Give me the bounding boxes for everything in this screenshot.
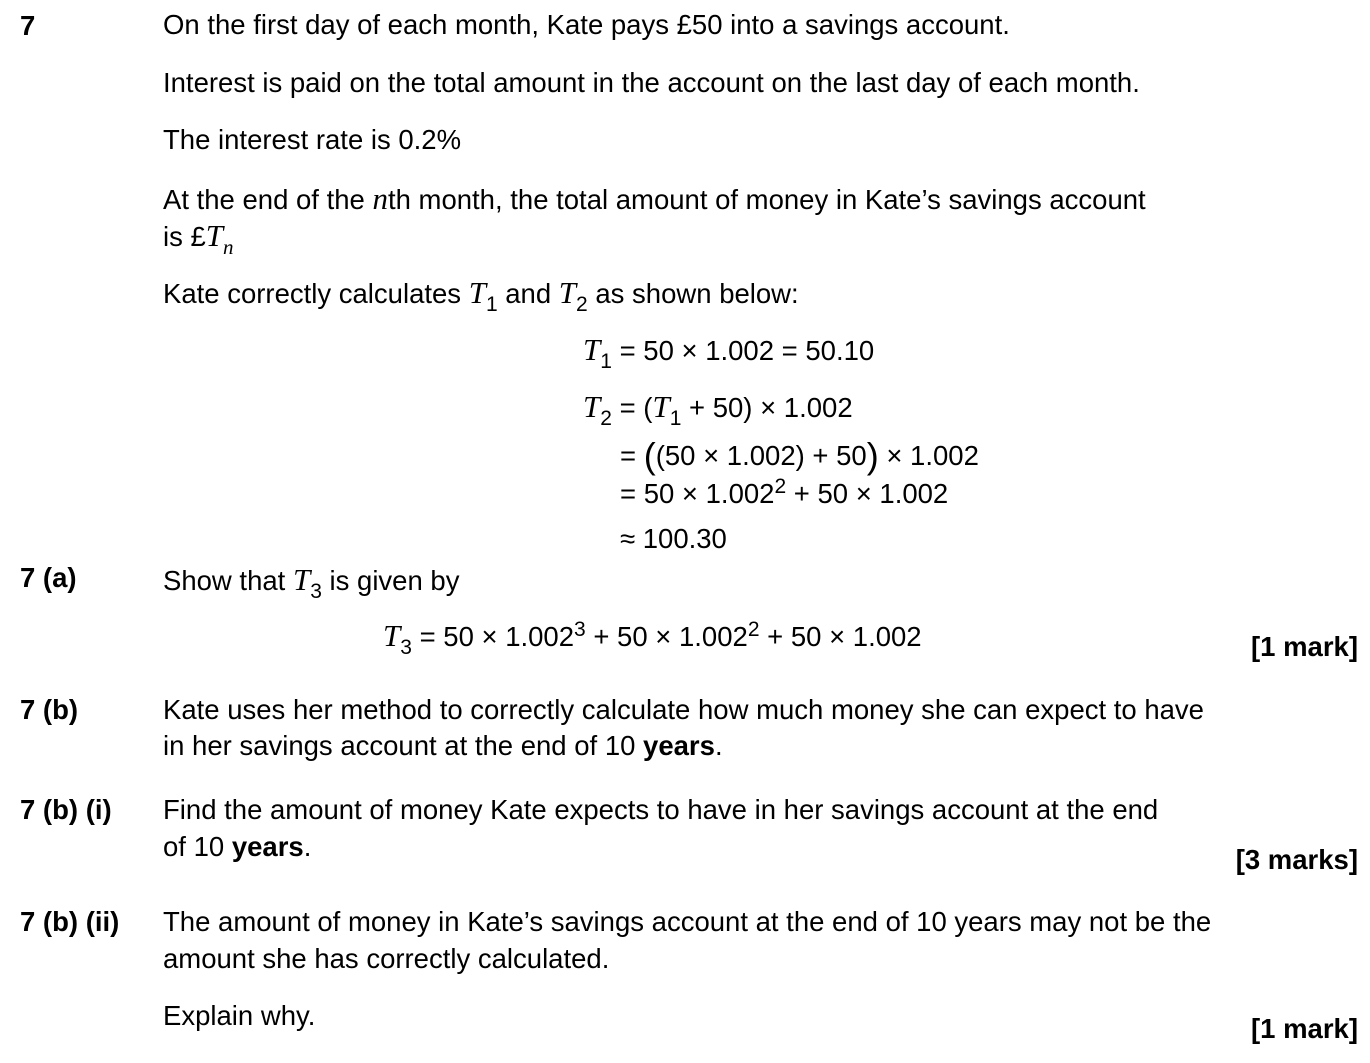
part-a-sub-3: 3 xyxy=(310,580,322,603)
working-T2: T xyxy=(583,389,601,424)
question-number: 7 xyxy=(20,10,36,41)
formula-sup-3: 3 xyxy=(574,618,586,641)
part-b-ii-label: 7 (b) (ii) xyxy=(20,906,120,937)
working-sub-1-inner: 1 xyxy=(669,407,682,430)
subscript-n: n xyxy=(223,235,234,259)
part-b-i-line-2 xyxy=(163,833,311,861)
stem-line-5-a: is £ xyxy=(163,221,206,252)
part-b-ii-line-1: The amount of money in Kate’s savings account at the end of 10 years may not be the xyxy=(163,906,1212,937)
part-b-ii-marks: [1 mark] xyxy=(1251,1013,1358,1044)
stem-line-6 xyxy=(163,275,799,316)
stem-line-4-b: th month, the total amount of money in Kate’s savings account xyxy=(387,184,1146,215)
subscript-2: 2 xyxy=(576,293,588,316)
working-T1-inner: T xyxy=(652,389,670,424)
part-a-text-b: is given by xyxy=(321,565,460,596)
part-b-line-2 xyxy=(163,732,723,760)
part-a-formula xyxy=(383,618,922,659)
formula-a: = 50 × 1.002 xyxy=(411,621,575,652)
formula-T: T xyxy=(383,618,401,653)
working-eq-3-b: (50 × 1.002) + 50 xyxy=(655,440,867,471)
stem-line-3: The interest rate is 0.2% xyxy=(163,124,462,155)
working-eq-3-a: = xyxy=(620,440,644,471)
working-eq-4 xyxy=(620,475,949,509)
part-a-label: 7 (a) xyxy=(20,562,77,593)
part-b-label: 7 (b) xyxy=(20,694,79,725)
part-a-T3: T xyxy=(292,562,311,597)
formula-sup-2: 2 xyxy=(747,618,760,641)
working-eq-4-a: = 50 × 1.002 xyxy=(620,478,775,509)
part-b-i-marks: [3 marks] xyxy=(1235,844,1358,875)
working-eq-4-b: + 50 × 1.002 xyxy=(786,478,949,509)
part-a-marks: [1 mark] xyxy=(1251,631,1358,662)
part-b-i-years: years xyxy=(231,831,304,862)
part-b-i-line-2-a: of 10 xyxy=(163,831,232,862)
stem-line-4 xyxy=(163,183,1146,214)
stem-line-4-a: At the end of the xyxy=(163,184,373,215)
working-eq-3-c: × 1.002 xyxy=(878,440,979,471)
part-b-i-line-1: Find the amount of money Kate expects to have in her savings account at the end xyxy=(163,794,1159,825)
variable-T2: T xyxy=(558,275,577,310)
paren-open: ( xyxy=(643,435,656,476)
working-eq-1-text: = 50 × 1.002 = 50.10 xyxy=(611,335,875,366)
stem-line-5 xyxy=(163,218,234,259)
working-eq-3 xyxy=(620,435,979,476)
stem-line-6-b: as shown below: xyxy=(587,278,799,309)
working-sub-2: 2 xyxy=(600,407,612,430)
stem-line-1: On the first day of each month, Kate pays £50 into a savings account. xyxy=(163,9,1010,40)
part-b-line-2-a: in her savings account at the end of 10 xyxy=(163,730,644,761)
paren-close: ) xyxy=(866,435,879,476)
working-eq-5: ≈ 100.30 xyxy=(620,523,727,554)
part-b-years: years xyxy=(643,730,715,761)
stem-line-2: Interest is paid on the total amount in the account on the last day of each month. xyxy=(163,67,1140,98)
working-eq-2-b: + 50) × 1.002 xyxy=(681,392,853,423)
formula-c: + 50 × 1.002 xyxy=(759,621,922,652)
variable-n: n xyxy=(372,181,388,216)
part-b-i-line-2-b: . xyxy=(303,831,312,862)
part-a-text xyxy=(163,562,460,603)
part-a-text-a: Show that xyxy=(163,565,293,596)
variable-T: T xyxy=(205,218,224,253)
stem-line-6-and: and xyxy=(497,278,559,309)
part-b-ii-line-3: Explain why. xyxy=(163,1000,316,1031)
working-eq-2-a: = ( xyxy=(611,392,653,423)
working-eq-2 xyxy=(583,389,853,430)
part-b-ii-line-2: amount she has correctly calculated. xyxy=(163,943,610,974)
stem-line-6-a: Kate correctly calculates xyxy=(163,278,469,309)
part-b-i-label: 7 (b) (i) xyxy=(20,794,112,825)
working-eq-1 xyxy=(583,332,875,373)
part-b-line-2-b: . xyxy=(714,730,723,761)
part-b-line-1: Kate uses her method to correctly calculate how much money she can expect to have xyxy=(163,694,1204,725)
working-T1: T xyxy=(583,332,601,367)
working-sup-2: 2 xyxy=(774,475,787,498)
variable-T1: T xyxy=(468,275,486,310)
formula-b: + 50 × 1.002 xyxy=(585,621,748,652)
formula-sub-3: 3 xyxy=(400,636,412,659)
subscript-1: 1 xyxy=(485,293,498,316)
working-sub-1: 1 xyxy=(600,350,612,373)
